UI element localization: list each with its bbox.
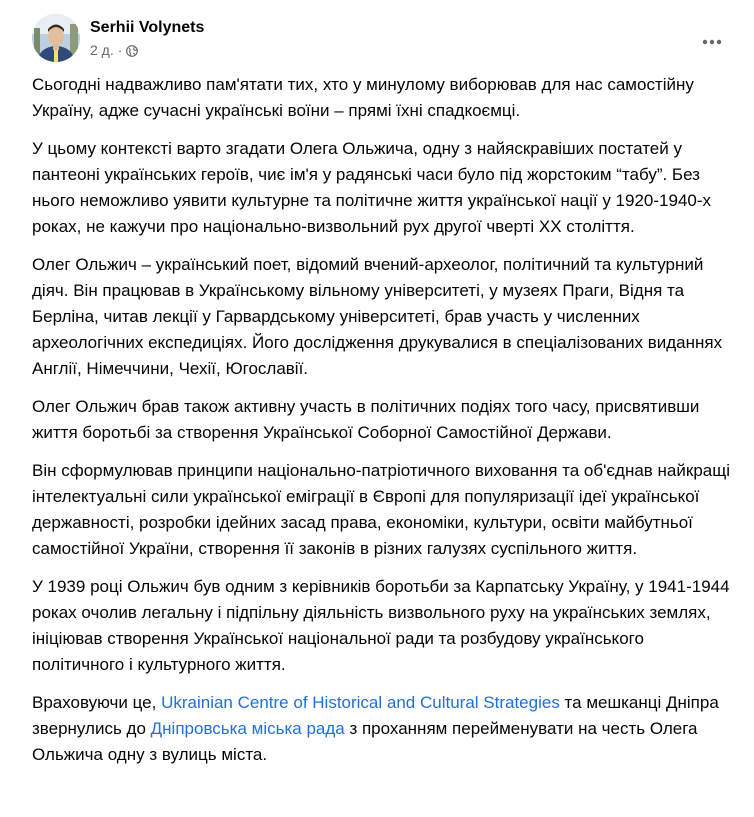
paragraph: Сьогодні надважливо пам'ятати тих, хто у минулому виборював для нас самостійну Україну, адже сучасні українські воїни – прямі їхні спадкоємці. bbox=[32, 75, 694, 120]
avatar[interactable] bbox=[32, 14, 80, 62]
page-link-ukrainian-centre[interactable]: Ukrainian Centre of Historical and Cultural Strategies bbox=[161, 693, 560, 712]
post-meta bbox=[90, 42, 204, 58]
paragraph: У цьому контексті варто згадати Олега Ольжича, одну з найяскравіших постатей у пантеоні українських героїв, чиє ім'я у радянські часи було під жорстоким “табу”. Без нього неможливо уявити культурне та політичне життя української нації у 1920-1940-х роках, не кажучи про національно-визвольний рух другої чверті ХХ століття. bbox=[32, 139, 712, 236]
header-text bbox=[90, 18, 204, 58]
more-options-button[interactable] bbox=[694, 24, 730, 60]
page-link-dnipro-city-council[interactable]: Дніпровська міська рада bbox=[150, 719, 345, 738]
paragraph: Він сформулював принципи національно-патріотичного виховання та об'єднав найкращі інтелектуальні сили української еміграції в Європі для популяризації ідеї української державності, розробки ідейних засад права, економіки, культури, освіти майбутньої самостійної України, створення її законів в різних галузях суспільного життя. bbox=[32, 461, 730, 558]
post-text bbox=[32, 72, 732, 780]
post-timestamp[interactable]: 2 д. bbox=[90, 42, 114, 58]
paragraph-text: Враховуючи це, bbox=[32, 693, 162, 712]
paragraph: Олег Ольжич – український поет, відомий вчений-археолог, політичний та культурний діяч. Він працював в Українському вільному університеті, у музеях Праги, Відня та Берліна, читав лекції у Гарвардському університеті, брав участь у численних археологічних експедиціях. Його дослідження друкувалися в спеціалізованих виданнях Англії, Німеччини, Чехії, Югославії. bbox=[32, 255, 723, 378]
post-header bbox=[32, 14, 204, 62]
paragraph-text: та мешканці Дніпра звернулись до bbox=[32, 693, 719, 738]
avatar-photo bbox=[32, 14, 80, 62]
paragraph: У 1939 році Ольжич був одним з керівників боротьби за Карпатську Україну, у 1941-1944 роках очолив легальну і підпільну діяльність визвольного руху на українських землях, ініціював створення Української національної ради та розбудову українського політичного і культурного життя. bbox=[32, 577, 730, 674]
paragraph-with-links bbox=[32, 690, 732, 768]
paragraph-text: з проханням перейменувати на честь Олега Ольжича одну з вулиць міста. bbox=[32, 719, 698, 764]
author-name[interactable]: Serhii Volynets bbox=[90, 19, 205, 36]
globe-icon[interactable] bbox=[126, 44, 138, 56]
meta-separator: · bbox=[117, 42, 123, 58]
more-horizontal-icon bbox=[702, 39, 722, 45]
paragraph: Олег Ольжич брав також активну участь в політичних подіях того часу, присвятивши життя боротьбі за створення Української Соборної Самостійної Держави. bbox=[32, 397, 700, 442]
